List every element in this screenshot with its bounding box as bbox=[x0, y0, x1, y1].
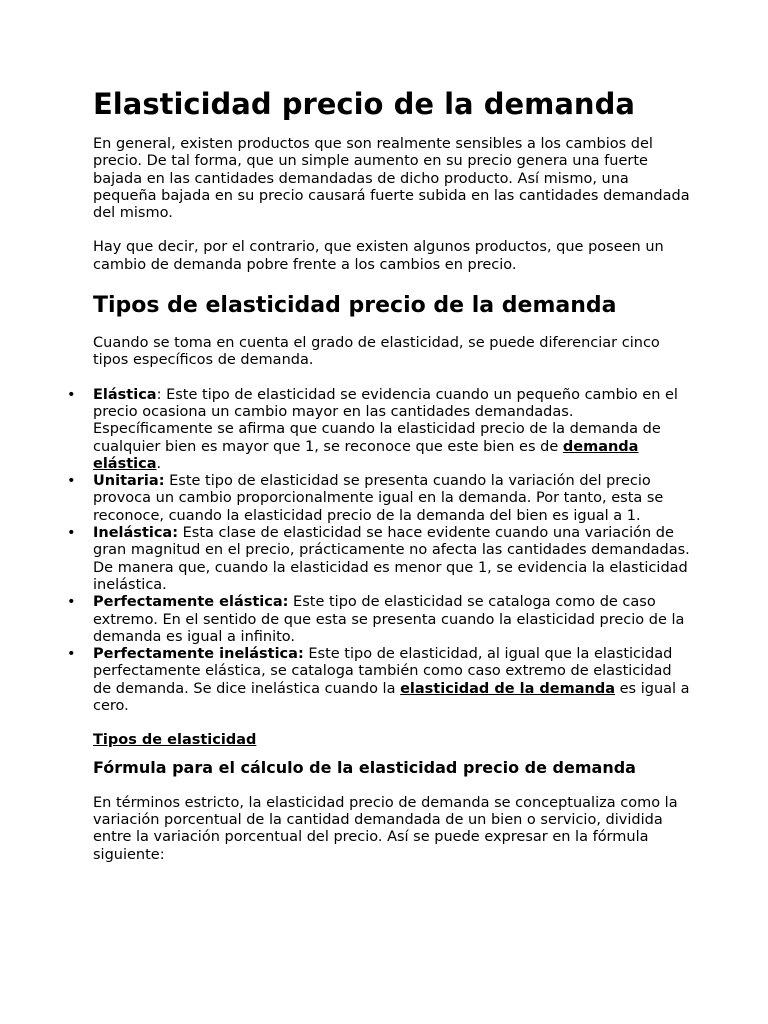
item-text: Este tipo de elasticidad se cataloga como de caso extremo. En el sentido de que esta se presenta cuando la elasticidad precio de la demanda es igual a infinito. bbox=[93, 594, 685, 645]
bullet-glyph: • bbox=[67, 594, 76, 611]
list-item-perfectamente-elastica bbox=[67, 594, 693, 646]
types-lead-paragraph: Cuando se toma en cuenta el grado de elasticidad, se puede diferenciar cinco tipos específicos de demanda. bbox=[93, 335, 660, 369]
page-title: Elasticidad precio de la demanda bbox=[93, 87, 635, 121]
term-label: Perfectamente elástica: bbox=[93, 594, 289, 611]
section-heading-formula: Fórmula para el cálculo de la elasticidad precio de demanda bbox=[93, 757, 636, 777]
bullet-glyph: • bbox=[67, 525, 76, 542]
list-item-perfectamente-inelastica bbox=[67, 646, 693, 715]
list-item-inelastica bbox=[67, 525, 693, 594]
formula-paragraph: En términos estricto, la elasticidad precio de demanda se conceptualiza como la variación porcentual de la cantidad demandada de un bien o servicio, dividida entre la variación porcentual del precio. Así se puede expresar en la fórmula siguiente: bbox=[93, 794, 678, 863]
types-list bbox=[67, 386, 693, 716]
item-tail: . bbox=[156, 455, 162, 472]
term-label: Inelástica: bbox=[93, 525, 179, 542]
term-label: Unitaria: bbox=[93, 473, 165, 490]
intro-paragraph-1: En general, existen productos que son realmente sensibles a los cambios del precio. De tal forma, que un simple aumento en su precio genera una fuerte bajada en las cantidades demandadas de dicho producto. Así mismo, una pequeña bajada en su precio causará fuerte subida en las cantidades demandada del mismo. bbox=[93, 136, 690, 222]
term-label: Perfectamente inelástica: bbox=[93, 646, 304, 663]
intro-paragraph-2: Hay que decir, por el contrario, que existen algunos productos, que poseen un cambio de demanda pobre frente a los cambios en precio. bbox=[93, 239, 664, 273]
item-text: Esta clase de elasticidad se hace evidente cuando una variación de gran magnitud en el precio, prácticamente no afecta las cantidades demandadas. De manera que, cuando la elasticidad es menor que 1, se evidencia la elasticidad inelástica. bbox=[93, 525, 690, 593]
section-heading-types: Tipos de elasticidad precio de la demanda bbox=[93, 293, 617, 319]
term-label: Elástica bbox=[93, 386, 157, 403]
list-item-unitaria bbox=[67, 473, 693, 525]
item-text: : Este tipo de elasticidad se evidencia cuando un pequeño cambio en el precio ocasiona un cambio mayor en las cantidades demandadas. Específicamente se afirma que cuando la elasticidad precio de la demanda de cualquier bien es mayor que 1, se reconoce que este bien es de bbox=[93, 386, 678, 455]
item-tail: es igual a cero. bbox=[93, 680, 690, 715]
bullet-glyph: • bbox=[67, 386, 76, 403]
bullet-glyph: • bbox=[67, 646, 76, 663]
elasticidad-de-la-demanda-link[interactable]: elasticidad de la demanda bbox=[400, 680, 616, 697]
demanda-elastica-link[interactable]: demanda elástica bbox=[93, 438, 639, 472]
item-text: Este tipo de elasticidad se presenta cuando la variación del precio provoca un cambio proporcionalmente igual en la demanda. Por tanto, esta se reconoce, cuando la elasticidad precio de la demanda del bien es igual a 1. bbox=[93, 473, 664, 524]
tipos-de-elasticidad-link[interactable]: Tipos de elasticidad bbox=[93, 732, 257, 749]
list-item-elastica bbox=[67, 386, 693, 473]
document-page bbox=[67, 84, 693, 881]
bullet-glyph: • bbox=[67, 473, 76, 490]
item-text: Este tipo de elasticidad, al igual que la elasticidad perfectamente elástica, se cataloga también como caso extremo de elasticidad de demanda. Se dice inelástica cuando la bbox=[93, 646, 673, 697]
